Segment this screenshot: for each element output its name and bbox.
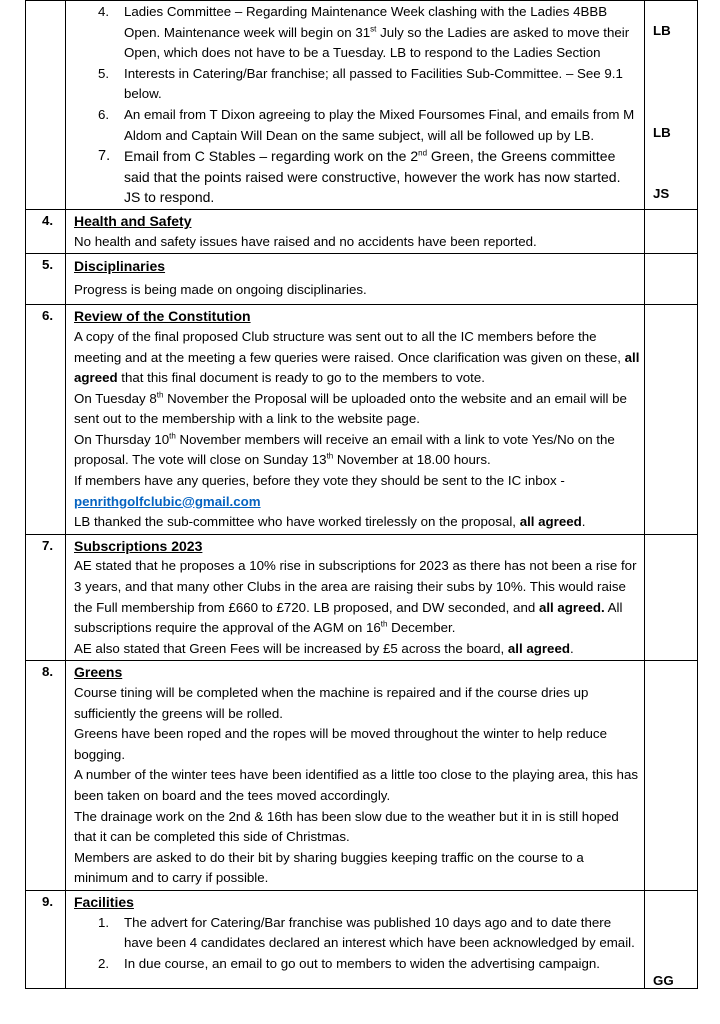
action-cell bbox=[645, 890, 698, 988]
minutes-table bbox=[25, 0, 698, 989]
paragraph: Members are asked to do their bit by sharing buggies keeping traffic on the course to a minimum and to carry if possible. bbox=[74, 849, 584, 886]
action-initials: LB bbox=[653, 23, 671, 38]
minutes-row-6 bbox=[26, 305, 698, 535]
minutes-row-5 bbox=[26, 254, 698, 305]
action-cell bbox=[645, 1, 698, 210]
minutes-row-9 bbox=[26, 890, 698, 988]
paragraph: LB thanked the sub-committee who have worked tirelessly on the proposal, all agreed. bbox=[74, 514, 586, 530]
list-item-number: 2. bbox=[98, 955, 110, 971]
item-number: 8. bbox=[26, 661, 66, 891]
section-heading: Review of the Constitution bbox=[74, 308, 251, 325]
list-item-number: 5. bbox=[98, 65, 110, 81]
list-item-number: 1. bbox=[98, 914, 110, 930]
list-item-number: 4. bbox=[98, 4, 110, 19]
paragraph: On Tuesday 8th November the Proposal will be uploaded onto the website and an email will be sent out to the membership with a link to the website page. bbox=[74, 390, 627, 427]
paragraph: Greens have been roped and the ropes will be moved throughout the winter to help reduce bogging. bbox=[74, 726, 607, 762]
list-item bbox=[98, 2, 640, 64]
action-cell bbox=[645, 534, 698, 661]
section-heading: Subscriptions 2023 bbox=[74, 537, 203, 554]
paragraph: Course tining will be completed when the machine is repaired and if the course dries up sufficiently the greens will be rolled. bbox=[74, 685, 589, 721]
paragraph: AE stated that he proposes a 10% rise in subscriptions for 2023 as there has not been a rise for 3 years, and that many other Clubs in the area are raising their subs by 10%. This would raise the Full membership from £660 to £720. LB proposed, and DW seconded, and all agreed. All subscriptions require the approval of the AGM on 16th December. bbox=[74, 558, 637, 636]
section-heading: Facilities bbox=[74, 893, 134, 910]
facilities-list bbox=[74, 913, 640, 975]
list-item bbox=[98, 913, 640, 954]
action-cell bbox=[645, 254, 698, 305]
item-number: 7. bbox=[26, 534, 66, 661]
action-cell bbox=[645, 661, 698, 891]
item-content-cell bbox=[66, 1, 645, 210]
minutes-row-3-continued bbox=[26, 1, 698, 210]
list-item-number: 7. bbox=[98, 148, 111, 165]
item-content-cell bbox=[66, 254, 645, 305]
item-content-cell bbox=[66, 209, 645, 253]
paragraph: A number of the winter tees have been identified as a little too close to the playing area, this has been taken on board and the tees moved accordingly. bbox=[74, 767, 638, 803]
list-item bbox=[98, 146, 640, 208]
item-content-cell bbox=[66, 890, 645, 988]
list-item-text: An email from T Dixon agreeing to play the Mixed Foursomes Final, and emails from M Aldom and Captain Will Dean on the same subject, will all be followed up by LB. bbox=[124, 106, 635, 143]
item-content-cell bbox=[66, 534, 645, 661]
list-item-text: Email from C Stables – regarding work on the 2nd Green, the Greens committee said that the points raised were constructive, however the work has now started. JS to respond. bbox=[124, 148, 621, 206]
action-initials: LB bbox=[653, 125, 671, 140]
item-content-cell bbox=[66, 305, 645, 535]
item-number: 5. bbox=[26, 254, 66, 305]
section-text: Progress is being made on ongoing disciplinaries. bbox=[74, 281, 367, 297]
section-heading: Disciplinaries bbox=[74, 258, 166, 275]
minutes-row-8 bbox=[26, 661, 698, 891]
list-item bbox=[98, 64, 640, 105]
minutes-row-4 bbox=[26, 209, 698, 253]
paragraph: On Thursday 10th November members will receive an email with a link to vote Yes/No on the proposal. The vote will close on Sunday 13th November at 18.00 hours. bbox=[74, 431, 615, 468]
item-number: 6. bbox=[26, 305, 66, 535]
item-content-cell bbox=[66, 661, 645, 891]
email-link[interactable]: penrithgolfclubic@gmail.com bbox=[74, 493, 261, 509]
action-cell bbox=[645, 305, 698, 535]
action-initials: GG bbox=[653, 972, 674, 988]
list-item-text: The advert for Catering/Bar franchise was published 10 days ago and to date there have been 4 candidates declared an interest which have been acknowledged by email. bbox=[124, 914, 635, 951]
paragraph: The drainage work on the 2nd & 16th has been slow due to the weather but it in is still hoped that it can be completed this side of Christmas. bbox=[74, 808, 619, 845]
item-number: 9. bbox=[26, 890, 66, 988]
email-line bbox=[74, 492, 640, 513]
section-heading: Health and Safety bbox=[74, 212, 192, 229]
action-cell bbox=[645, 209, 698, 253]
list-item-number: 6. bbox=[98, 106, 110, 122]
paragraph: A copy of the final proposed Club structure was sent out to all the IC members before the meeting and at the meeting a few queries were raised. Once clarification was given on these, all agreed that this final document is ready to go to the members to vote. bbox=[74, 328, 640, 386]
paragraph: AE also stated that Green Fees will be increased by £5 across the board, all agreed. bbox=[74, 640, 574, 656]
minutes-row-7 bbox=[26, 534, 698, 661]
item-number-cell bbox=[26, 1, 66, 210]
list-item bbox=[98, 954, 640, 975]
item-number: 4. bbox=[26, 209, 66, 253]
section-text: No health and safety issues have raised and no accidents have been reported. bbox=[74, 233, 537, 249]
list-item-text: In due course, an email to go out to members to widen the advertising campaign. bbox=[124, 955, 601, 971]
action-initials: JS bbox=[653, 186, 670, 201]
list-item bbox=[98, 105, 640, 146]
paragraph: If members have any queries, before they vote they should be sent to the IC inbox - bbox=[74, 473, 565, 489]
list-item-text: Interests in Catering/Bar franchise; all passed to Facilities Sub-Committee. – See 9.1 below. bbox=[124, 65, 623, 102]
section-heading: Greens bbox=[74, 664, 123, 681]
list-item-text: Ladies Committee – Regarding Maintenance Week clashing with the Ladies 4BBB Open. Maintenance week will begin on 31st July so the Ladies are asked to move their Open, which does not have to be a Tuesday. LB to respond to the Ladies Section bbox=[124, 4, 630, 61]
correspondence-list bbox=[74, 2, 640, 208]
